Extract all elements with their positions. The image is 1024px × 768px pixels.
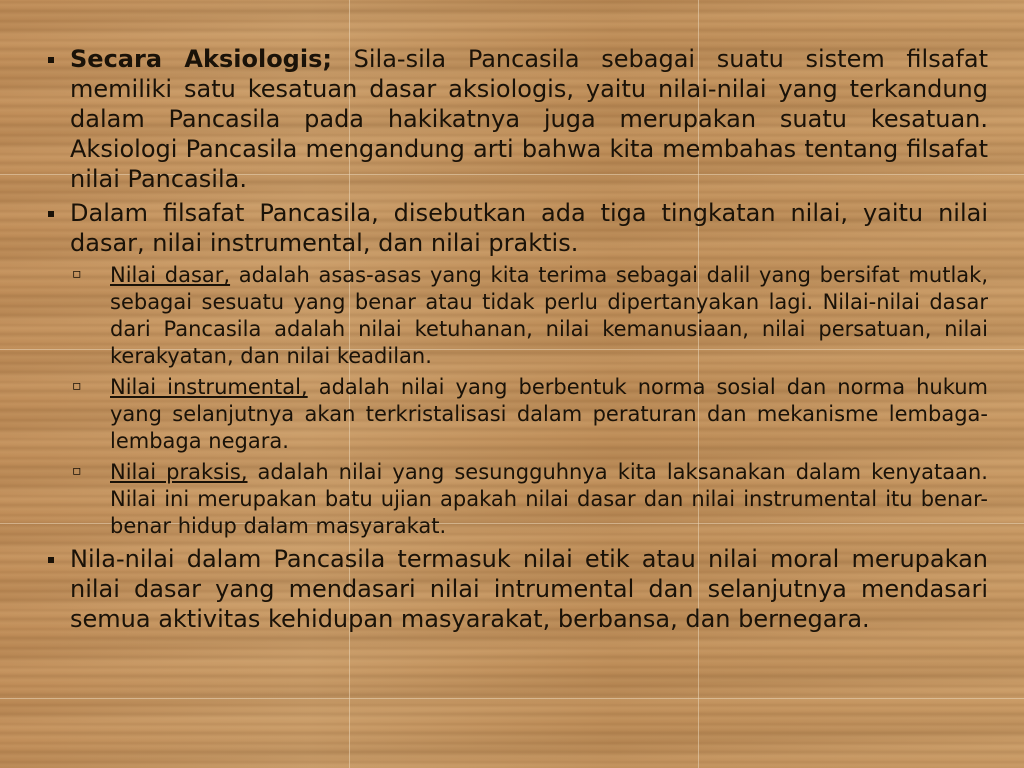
bullet-text: Dalam filsafat Pancasila, disebutkan ada tiga tingkatan nilai, yaitu nilai dasar, nilai instrumental, dan nilai praktis. — [70, 199, 988, 257]
sub-bullet-text: adalah asas-asas yang kita terima sebagai dalil yang bersifat mutlak, sebagai sesuatu yang benar atau tidak perlu dipertanyakan lagi. Nilai-nilai dasar dari Pancasila adalah nilai ketuhanan, nilai kemanusiaan, nilai persatuan, nilai kerakyatan, dan nilai keadilan. — [110, 263, 988, 368]
bullet-lead: Secara Aksiologis; — [70, 45, 332, 73]
bullet-nilai-etik — [46, 544, 988, 634]
bullet-aksiologis — [46, 44, 988, 194]
sub-bullet-text: adalah nilai yang sesungguhnya kita laksanakan dalam kenyataan. Nilai ini merupakan batu ujian apakah nilai dasar dan nilai instrumental itu benar-benar hidup dalam masyarakat. — [110, 460, 988, 538]
square-bullet-icon — [48, 211, 54, 217]
bullet-text: Sila-sila Pancasila sebagai suatu sistem filsafat memiliki satu kesatuan dasar aksiologis, yaitu nilai-nilai yang terkandung dalam Pancasila pada hakikatnya juga merupakan suatu kesatuan. Aksiologi Pancasila mengandung arti bahwa kita membahas tentang filsafat nilai Pancasila. — [70, 45, 988, 193]
sub-bullet-nilai-instrumental — [46, 374, 988, 455]
sub-bullet-term: Nilai instrumental, — [110, 375, 308, 399]
sub-bullet-nilai-praksis — [46, 459, 988, 540]
square-bullet-icon — [48, 57, 54, 63]
sub-bullet-text: adalah nilai yang berbentuk norma sosial dan norma hukum yang selanjutnya akan terkristalisasi dalam peraturan dan mekanisme lembaga-lembaga negara. — [110, 375, 988, 453]
tile-seam — [0, 698, 1024, 699]
sub-bullet-nilai-dasar — [46, 262, 988, 370]
bullet-tingkatan-nilai — [46, 198, 988, 258]
hollow-square-bullet-icon: ▫ — [72, 266, 82, 282]
hollow-square-bullet-icon: ▫ — [72, 463, 82, 479]
sub-bullet-term: Nilai praksis, — [110, 460, 248, 484]
sub-bullet-term: Nilai dasar, — [110, 263, 231, 287]
hollow-square-bullet-icon: ▫ — [72, 378, 82, 394]
sub-bullet-list — [46, 262, 988, 540]
square-bullet-icon — [48, 557, 54, 563]
slide-body — [46, 44, 988, 638]
bullet-text: Nila-nilai dalam Pancasila termasuk nilai etik atau nilai moral merupakan nilai dasar yang mendasari nilai intrumental dan selanjutnya mendasari semua aktivitas kehidupan masyarakat, berbansa, dan bernegara. — [70, 545, 988, 633]
